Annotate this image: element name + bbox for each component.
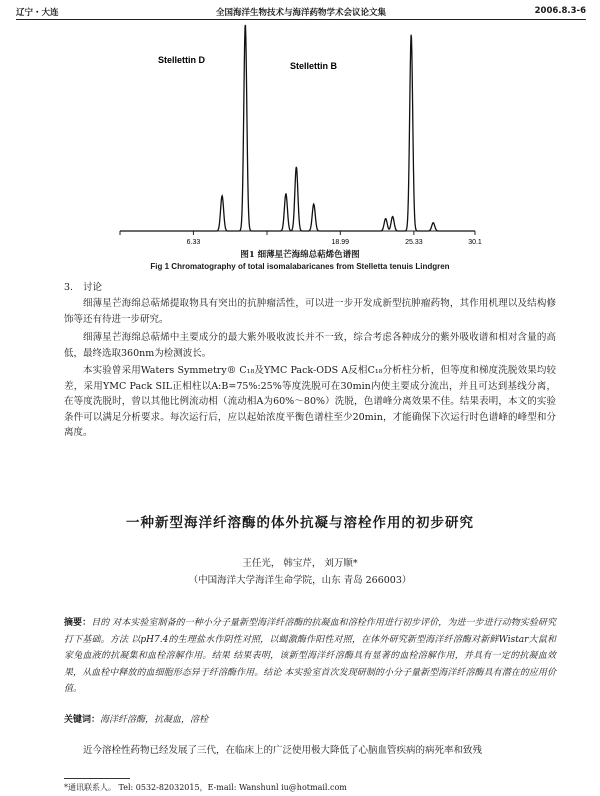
header-location: 辽宁・大连 [16, 8, 59, 18]
x-tick-label: 18.99 [331, 239, 350, 246]
peak-label-stellettin-d: Stellettin D [158, 55, 206, 65]
article-affiliation: （中国海洋大学海洋生命学院，山东 青岛 266003） [188, 575, 412, 586]
header-date: 2006.8.3-6 [534, 6, 586, 16]
abstract-label: 摘要： [64, 618, 92, 628]
paragraph: 细薄星芒海绵总萜烯中主要成分的最大紫外吸收波长并不一致，综合考虑各种成分的紫外吸收谱和相对含量的高低，最终选取360nm为检测波长。 [64, 332, 556, 359]
paragraph: 本实验曾采用Waters Symmetry® C₁₈及YMC Pack-ODS A反相C₁₈分析柱分析，但等度和梯度洗脱效果均较差，采用YMC Pack SIL正相柱以A:B=75%:25%等度洗脱可在30min内使主要成分流出，并且可达到基线分离，在等度洗脱时，曾以其他比例流动相（流动相A为60%～80%）洗脱，色谱峰分离效果不佳。结果表明，本文的实验条件可以满足分析要求。每次运行后，应以起始浓度平衡色谱柱至少20min，才能确保下次运行时色谱峰的峰型和分离度。 [64, 365, 556, 438]
x-tick-label: 30.1 [468, 239, 482, 246]
x-tick-label: 25.33 [405, 239, 423, 246]
keywords [64, 712, 556, 725]
chart-x-axis-ticks [120, 231, 482, 246]
paragraph: 细薄星芒海绵总萜烯提取物具有突出的抗肿瘤活性，可以进一步开发成新型抗肿瘤药物，其作用机理以及结构修饰等还有待进一步研究。 [64, 298, 556, 325]
chromatogram-chart [100, 22, 480, 247]
abstract-text: 目的 对本实验室制备的一种小分子量新型海洋纤溶酶的抗凝血和溶栓作用进行初步评价，为进一步进行动物实验研究打下基础。方法 以pH7.4的生理盐水作阴性对照，以蝎激酶作阳性对照，在体外研究新型海洋纤溶酶对新鲜Wistar大鼠和家兔血液的抗凝集和血栓溶解作用。结果 结果表明，该新型海洋纤溶酶具有显著的血栓溶解作用，并具有一定的抗凝血效果，从血栓中释放的血细胞形态异于纤溶酶作用。结论 本实验室首次发现研制的小分子量新型海洋纤溶酶具有潜在的应用价值。 [64, 618, 556, 694]
keywords-label: 关键词： [64, 715, 101, 725]
figure-caption-cn: 图1 细薄星芒海绵总萜烯色谱图 [240, 250, 360, 260]
abstract [64, 615, 556, 698]
section-heading [64, 279, 102, 293]
keywords-text: 海洋纤溶酶，抗凝血，溶栓 [100, 715, 209, 725]
x-tick-label: 6.33 [186, 239, 201, 246]
article-authors: 王任光， 韩宝芹， 刘万顺* [242, 558, 358, 569]
header-rule [16, 19, 586, 20]
intro-paragraph: 近今溶栓性药物已经发展了三代，在临床上的广泛使用极大降低了心脑血管疾病的病死率和致残 [83, 745, 483, 756]
footnote: *通讯联系人。 Tel: 0532-82032015，E-mail: Wanshunl iu@hotmail.com [64, 783, 347, 792]
footnote-rule [64, 778, 130, 779]
header-proceedings-title: 全国海洋生物技术与海洋药物学术会议论文集 [215, 8, 386, 18]
article-title: 一种新型海洋纤溶酶的体外抗凝与溶栓作用的初步研究 [126, 515, 474, 531]
section-title: 讨论 [83, 282, 103, 293]
peak-label-stellettin-b: Stellettin B [290, 61, 338, 71]
figure-caption-en: Fig 1 Chromatography of total isomalabaricanes from Stelletta tenuis Lindgren [150, 262, 450, 271]
section-number: 3. [64, 282, 74, 293]
running-header [16, 4, 586, 20]
